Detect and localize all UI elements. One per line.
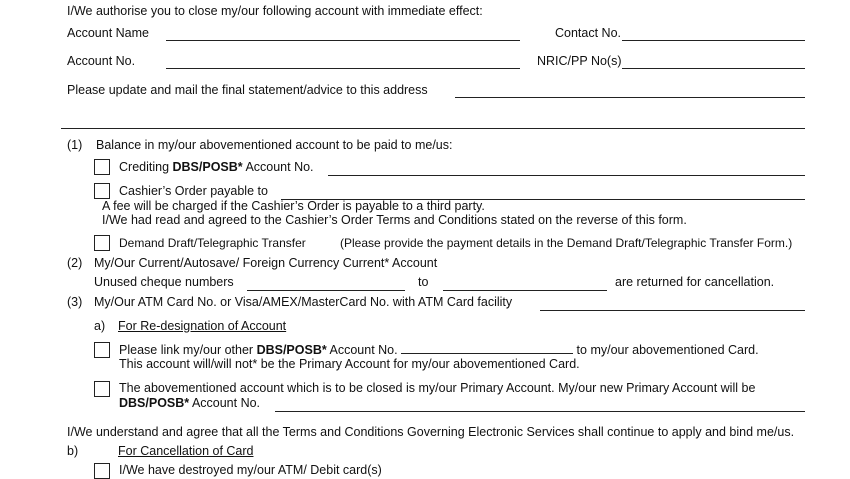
new-primary-bold: DBS/POSB* [119, 396, 190, 410]
card-number-field[interactable] [540, 310, 805, 311]
link-account-pre: Please link my/our other [119, 343, 257, 357]
crediting-label [119, 160, 314, 175]
demand-draft-note: (Please provide the payment details in the Demand Draft/Telegraphic Transfer Form.) [340, 236, 793, 250]
destroyed-card-label: I/We have destroyed my/our ATM/ Debit card(s) [119, 463, 382, 477]
intro-text: I/We authorise you to close my/our following account with immediate effect: [67, 4, 483, 18]
new-primary-account-field[interactable] [275, 411, 805, 412]
link-account-post: to my/our abovementioned Card. [573, 343, 759, 357]
crediting-account-field[interactable] [328, 175, 805, 176]
subsection-a-label: a) [94, 319, 106, 333]
redesignation-title-text: For Re-designation of Account [118, 319, 287, 333]
crediting-label-post: Account No. [242, 160, 314, 174]
primary-account-note: This account will/will not* be the Primary Account for my/our abovementioned Card. [119, 357, 580, 371]
link-account-mid: Account No. [326, 343, 402, 357]
to-label: to [418, 275, 429, 289]
nric-field[interactable] [622, 68, 805, 69]
section-3-title: My/Our ATM Card No. or Visa/AMEX/MasterCard No. with ATM Card facility [94, 295, 513, 309]
cancellation-title-text: For Cancellation of Card [118, 444, 254, 458]
cancellation-title [118, 444, 253, 459]
account-name-field[interactable] [166, 40, 520, 41]
demand-draft-checkbox[interactable] [94, 235, 110, 251]
update-address-label: Please update and mail the final statement/advice to this address [67, 83, 428, 97]
section-1-title: Balance in my/our abovementioned account to be paid to me/us: [96, 138, 453, 152]
cheque-to-field[interactable] [443, 290, 607, 291]
redesignation-title [118, 319, 286, 334]
cashier-order-label: Cashier’s Order payable to [119, 184, 268, 198]
demand-draft-label: Demand Draft/Telegraphic Transfer [119, 236, 306, 250]
new-primary-post: Account No. [189, 396, 261, 410]
section-3-number: (3) [67, 295, 83, 309]
cashier-fee-note: A fee will be charged if the Cashier’s Order is payable to a third party. [102, 199, 485, 213]
section-2-number: (2) [67, 256, 83, 270]
address-field-line-1[interactable] [455, 97, 805, 98]
link-account-field[interactable] [401, 342, 573, 354]
new-primary-account-label [119, 396, 260, 411]
cashier-order-checkbox[interactable] [94, 183, 110, 199]
cashier-terms-note: I/We had read and agreed to the Cashier’s Order Terms and Conditions stated on the reverse of this form. [102, 213, 687, 227]
contact-no-field[interactable] [622, 40, 805, 41]
destroyed-card-checkbox[interactable] [94, 463, 110, 479]
returned-label: are returned for cancellation. [615, 275, 775, 289]
contact-no-label: Contact No. [555, 26, 622, 40]
cheque-from-field[interactable] [247, 290, 405, 291]
address-field-line-2[interactable] [61, 128, 805, 129]
unused-cheques-label: Unused cheque numbers [94, 275, 234, 289]
account-name-label: Account Name [67, 26, 149, 40]
crediting-label-pre: Crediting [119, 160, 173, 174]
subsection-b-label: b) [67, 444, 79, 458]
nric-label: NRIC/PP No(s) [537, 54, 622, 68]
account-no-label: Account No. [67, 54, 136, 68]
crediting-label-bold: DBS/POSB* [172, 160, 243, 174]
crediting-checkbox[interactable] [94, 159, 110, 175]
new-primary-checkbox[interactable] [94, 381, 110, 397]
section-2-title: My/Our Current/Autosave/ Foreign Currency Current* Account [94, 256, 438, 270]
section-1-number: (1) [67, 138, 83, 152]
account-no-field[interactable] [166, 68, 520, 69]
link-account-label [119, 342, 759, 358]
terms-understanding: I/We understand and agree that all the Terms and Conditions Governing Electronic Services shall continue to apply and bind me/us. [67, 425, 795, 439]
link-account-bold: DBS/POSB* [256, 343, 327, 357]
new-primary-label: The abovementioned account which is to be closed is my/our Primary Account. My/our new Primary Account will be [119, 381, 756, 395]
link-account-checkbox[interactable] [94, 342, 110, 358]
